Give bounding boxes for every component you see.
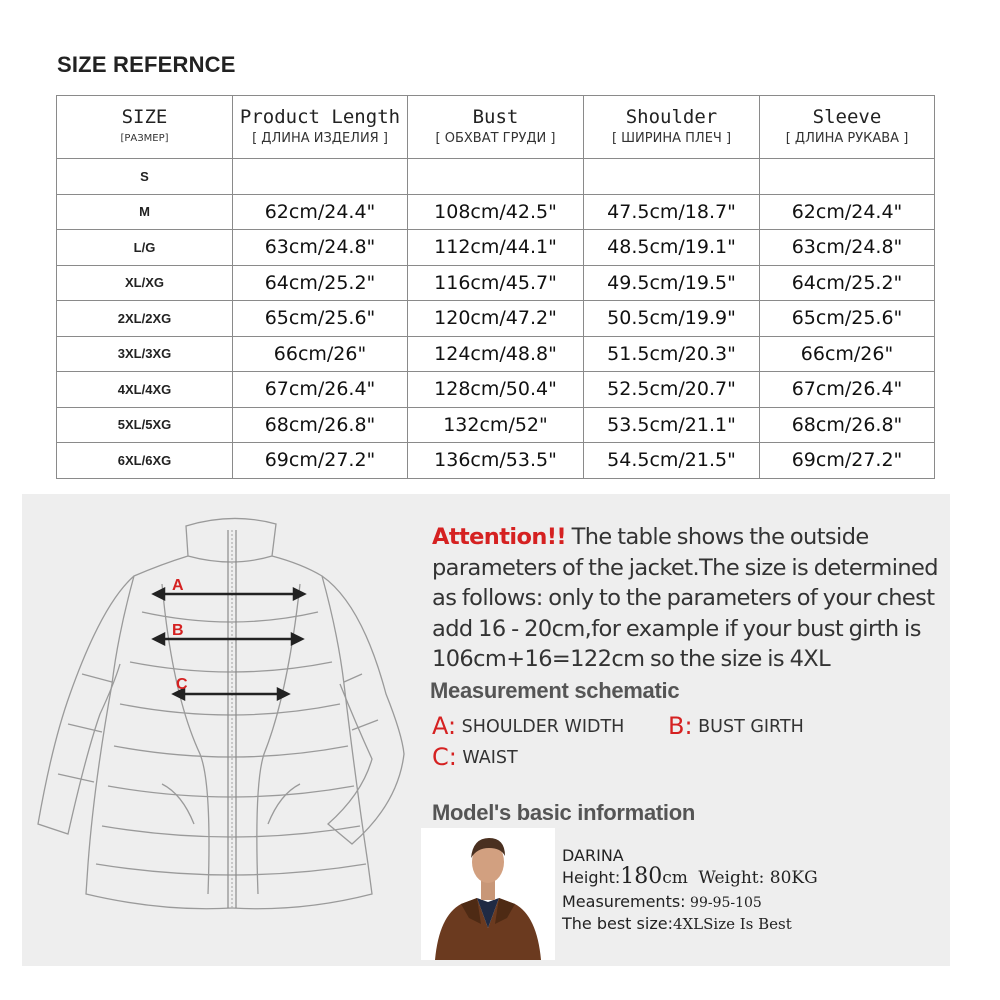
- shoulder-cell: 51.5cm/20.3": [584, 336, 760, 372]
- model-best-size-line: [562, 914, 792, 934]
- size-cell: 4XL/4XG: [57, 372, 233, 408]
- sleeve-cell: 63cm/24.8": [760, 230, 935, 266]
- size-cell: M: [57, 194, 233, 230]
- legend-b: [668, 712, 804, 740]
- size-cell: 3XL/3XG: [57, 336, 233, 372]
- table-row: [57, 336, 935, 372]
- legend-b-label: BUST GIRTH: [698, 717, 804, 737]
- header-sleeve-label: Sleeve: [812, 106, 882, 128]
- header-sleeve: [760, 96, 935, 159]
- model-photo: [421, 828, 555, 960]
- table-row: [57, 443, 935, 479]
- header-shoulder: [584, 96, 760, 159]
- bust-cell: 120cm/47.2": [408, 301, 584, 337]
- table-row: [57, 372, 935, 408]
- size-cell: S: [57, 159, 233, 195]
- table-row: [57, 194, 935, 230]
- product-length-cell: 65cm/25.6": [233, 301, 408, 337]
- product-length-cell: 64cm/25.2": [233, 265, 408, 301]
- legend-a-label: SHOULDER WIDTH: [461, 717, 625, 737]
- model-measurements-value: 99-95-105: [690, 895, 762, 911]
- size-cell: 5XL/5XG: [57, 407, 233, 443]
- table-row: [57, 301, 935, 337]
- bust-cell: 128cm/50.4": [408, 372, 584, 408]
- sleeve-cell: 66cm/26": [760, 336, 935, 372]
- table-body: [57, 159, 935, 479]
- bust-cell: 136cm/53.5": [408, 443, 584, 479]
- size-cell: 6XL/6XG: [57, 443, 233, 479]
- shoulder-cell: 52.5cm/20.7": [584, 372, 760, 408]
- header-product-length-sublabel: [ ДЛИНА ИЗДЕЛИЯ ]: [252, 131, 388, 146]
- model-height-value: 180: [620, 864, 663, 889]
- table-row: [57, 265, 935, 301]
- model-best-value: 4XL: [672, 915, 704, 933]
- header-bust: [408, 96, 584, 159]
- table-row: [57, 230, 935, 266]
- header-bust-sublabel: [ ОБХВАТ ГРУДИ ]: [435, 131, 556, 146]
- header-product-length-label: Product Length: [239, 106, 401, 128]
- marker-a: A: [172, 577, 184, 594]
- shoulder-cell: 50.5cm/19.9": [584, 301, 760, 337]
- table-row: [57, 407, 935, 443]
- page-title: SIZE REFERNCE: [57, 52, 236, 77]
- sleeve-cell: 65cm/25.6": [760, 301, 935, 337]
- product-length-cell: 68cm/26.8": [233, 407, 408, 443]
- product-length-cell: 63cm/24.8": [233, 230, 408, 266]
- model-weight: Weight: 80KG: [698, 868, 818, 888]
- table-row: [57, 159, 935, 195]
- size-table: [56, 95, 935, 479]
- model-height-unit: cm: [662, 868, 688, 888]
- product-length-cell: 67cm/26.4": [233, 372, 408, 408]
- jacket-schematic: [22, 494, 422, 966]
- bust-cell: 116cm/45.7": [408, 265, 584, 301]
- size-cell: L/G: [57, 230, 233, 266]
- legend-a-key: A:: [432, 712, 457, 740]
- header-size-label: SIZE: [121, 106, 168, 128]
- header-size: [57, 96, 233, 159]
- measurement-heading: Measurement schematic: [430, 678, 680, 703]
- model-measurements-label: Measurements:: [562, 892, 686, 911]
- bust-cell: 108cm/42.5": [408, 194, 584, 230]
- header-bust-label: Bust: [472, 106, 519, 128]
- header-size-sublabel: [РАЗМЕР]: [120, 133, 169, 144]
- sleeve-cell: 64cm/25.2": [760, 265, 935, 301]
- legend-c-label: WAIST: [462, 748, 518, 768]
- shoulder-cell: 49.5cm/19.5": [584, 265, 760, 301]
- model-name: DARINA: [562, 846, 624, 865]
- marker-b: B: [172, 622, 184, 639]
- sleeve-cell: [760, 159, 935, 195]
- legend-a: [432, 712, 624, 740]
- model-heading: Model's basic information: [432, 800, 695, 825]
- header-shoulder-sublabel: [ ШИРИНА ПЛЕЧ ]: [611, 131, 732, 146]
- attention-text: [432, 522, 952, 675]
- bust-cell: 132cm/52": [408, 407, 584, 443]
- product-length-cell: 69cm/27.2": [233, 443, 408, 479]
- model-height-label: Height:: [562, 868, 621, 887]
- sleeve-cell: 68cm/26.8": [760, 407, 935, 443]
- legend-b-key: B:: [668, 712, 693, 740]
- bust-cell: 112cm/44.1": [408, 230, 584, 266]
- shoulder-cell: 53.5cm/21.1": [584, 407, 760, 443]
- shoulder-cell: 47.5cm/18.7": [584, 194, 760, 230]
- product-length-cell: [233, 159, 408, 195]
- model-measurements-line: [562, 892, 762, 912]
- sleeve-cell: 69cm/27.2": [760, 443, 935, 479]
- product-length-cell: 62cm/24.4": [233, 194, 408, 230]
- size-cell: XL/XG: [57, 265, 233, 301]
- legend-c: [432, 743, 518, 771]
- header-sleeve-sublabel: [ ДЛИНА РУКАВА ]: [785, 131, 909, 146]
- bust-cell: [408, 159, 584, 195]
- sleeve-cell: 62cm/24.4": [760, 194, 935, 230]
- header-shoulder-label: Shoulder: [625, 106, 718, 128]
- marker-c: C: [176, 676, 188, 693]
- bust-cell: 124cm/48.8": [408, 336, 584, 372]
- size-cell: 2XL/2XG: [57, 301, 233, 337]
- shoulder-cell: 54.5cm/21.5": [584, 443, 760, 479]
- table-header-row: [57, 96, 935, 159]
- shoulder-cell: [584, 159, 760, 195]
- header-product-length: [233, 96, 408, 159]
- shoulder-cell: 48.5cm/19.1": [584, 230, 760, 266]
- attention-label: Attention!!: [432, 524, 567, 550]
- model-height-line: [562, 864, 818, 889]
- model-figure: [421, 828, 555, 960]
- attention-block: [432, 522, 952, 675]
- attention-body: The table shows the outside parameters of the jacket.The size is determined as follows: only to the parameters of your chest add 16 - 20cm,for example if your bust girth is 106cm+16=122cm so the size is 4XL: [432, 524, 938, 672]
- info-panel: [22, 494, 950, 966]
- legend-c-key: C:: [432, 743, 457, 771]
- sleeve-cell: 67cm/26.4": [760, 372, 935, 408]
- model-best-suffix: Size Is Best: [703, 915, 792, 933]
- model-best-label: The best size:: [562, 914, 673, 933]
- product-length-cell: 66cm/26": [233, 336, 408, 372]
